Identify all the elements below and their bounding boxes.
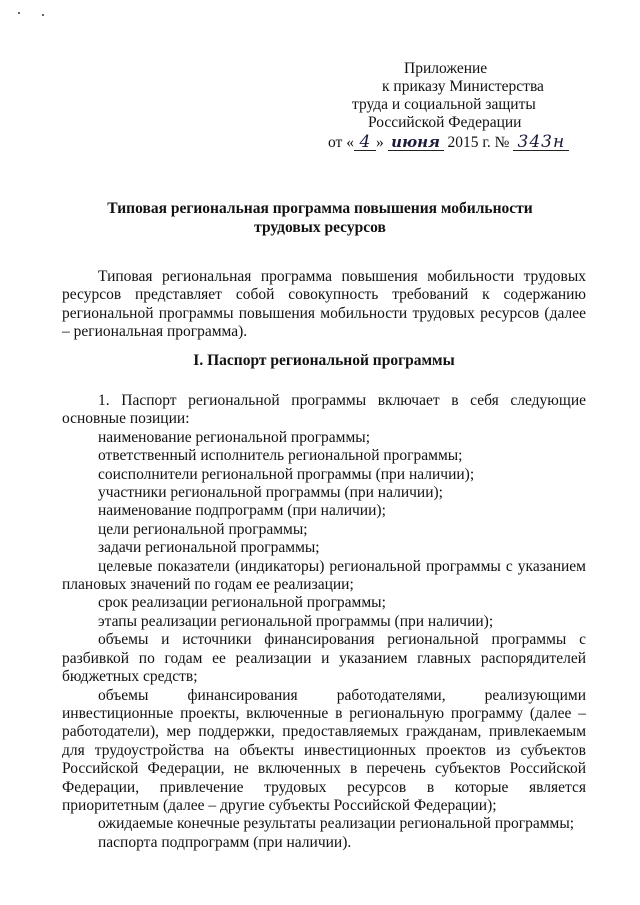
date-mid: » <box>375 134 384 151</box>
list-item: участники региональной программы (при наличии); <box>98 484 443 502</box>
list-item: наименование региональной программы; <box>98 428 371 446</box>
title-line: трудовых ресурсов <box>254 219 386 236</box>
list-item: цели региональной программы; <box>98 520 308 538</box>
header-line: к приказу Министерства <box>382 78 544 95</box>
intro-text: Типовая региональная программа повышения мобильности трудовых ресурсов представляет собой совокупность требований к содержанию региональной программы повышения мобильности трудовых ресурсов (далее – региональная программа). <box>62 268 586 341</box>
passport-lead: 1. Паспорт региональной программы включает в себя следующие основные позиции: <box>62 392 586 428</box>
list-item: соисполнители региональной программы (при наличии); <box>98 465 475 483</box>
list-item: срок реализации региональной программы; <box>98 594 386 612</box>
title-line: Типовая региональная программа повышения мобильности <box>107 200 533 217</box>
scan-speck <box>18 12 20 14</box>
handwritten-day: 4 <box>354 134 376 151</box>
list-item: наименование подпрограмм (при наличии); <box>98 502 386 520</box>
date-prefix: от « <box>328 134 354 151</box>
header-line: труда и социальной защиты <box>352 96 536 113</box>
list-item: объемы финансирования работодателями, реализующими инвестиционные проекты, включенные в региональную программу (далее – работодатели), мер поддержки, предоставляемых гражданам, привлекаемым для трудоустройства на объекты инвестиционных проектов из субъектов Российской Федерации, не включенных в перечень субъектов Российской Федерации, привлечение трудовых ресурсов в которые является приоритетным (далее – другие субъекты Российской Федерации); <box>62 686 586 814</box>
header-line: Приложение <box>404 60 488 77</box>
scan-speck <box>42 14 44 16</box>
list-item: ответственный исполнитель региональной программы; <box>98 447 463 465</box>
list-item: ожидаемые конечные результаты реализации региональной программы; <box>98 815 575 833</box>
list-item: этапы реализации региональной программы (при наличии); <box>98 612 494 630</box>
list-item: объемы и источники финансирования региональной программы с разбивкой по годам ее реализации и указанием главных распорядителей бюджетных средств; <box>62 631 586 686</box>
date-year: 2015 г. № <box>447 134 510 151</box>
appendix-header <box>300 60 580 152</box>
header-line: Российской Федерации <box>368 114 522 131</box>
list-item: задачи региональной программы; <box>98 539 320 557</box>
handwritten-month: июня <box>388 134 444 151</box>
order-date-line <box>300 134 580 152</box>
passport-list <box>62 392 586 852</box>
section-title: I. Паспорт региональной программы <box>193 352 455 369</box>
document-title <box>70 199 570 237</box>
list-item: целевые показатели (индикаторы) региональной программы с указанием плановых значений по годам ее реализации; <box>62 557 586 594</box>
list-item: паспорта подпрограмм (при наличии). <box>98 833 352 851</box>
intro-paragraph <box>62 268 586 342</box>
handwritten-order-number: 343н <box>513 134 569 151</box>
